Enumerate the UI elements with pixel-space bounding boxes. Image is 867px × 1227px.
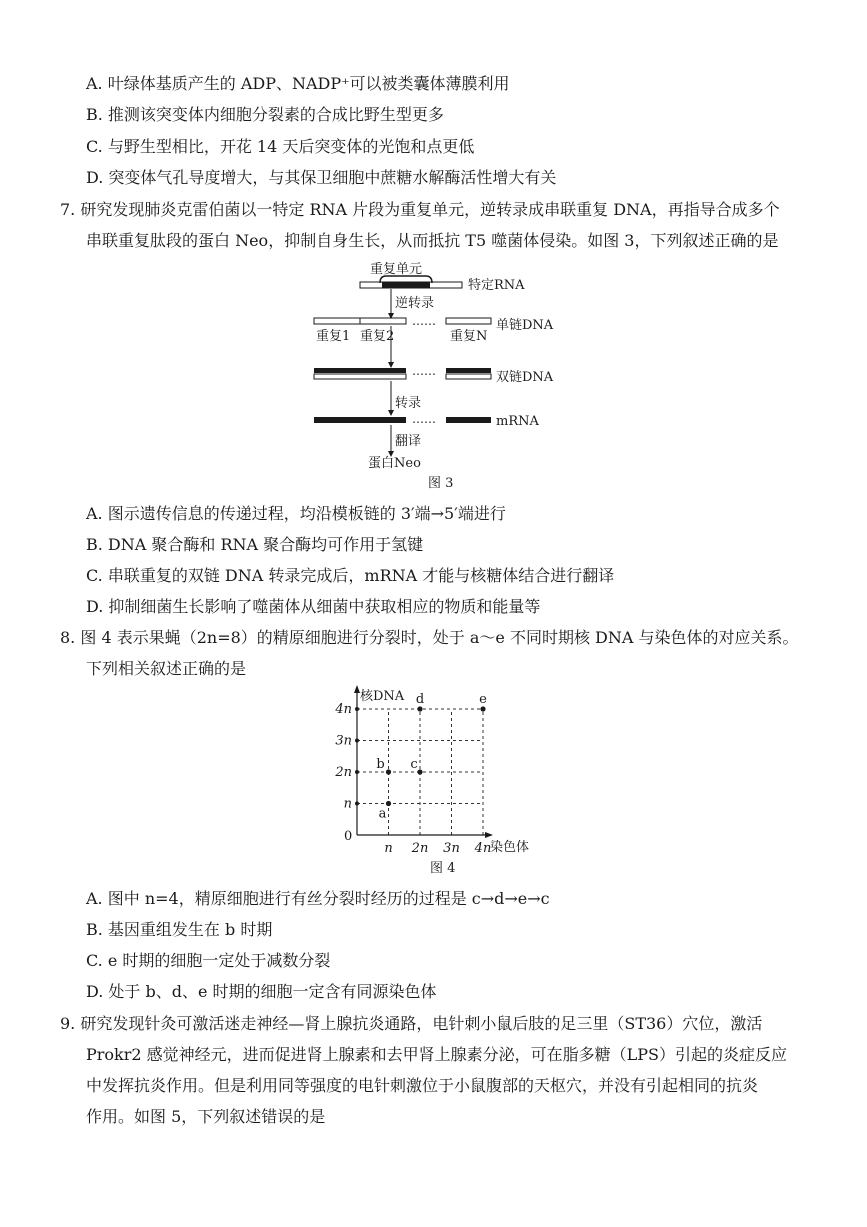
data-point-e: [480, 706, 485, 711]
arrowhead-icon: [388, 362, 394, 368]
y-tick-mark: [355, 739, 359, 743]
figure-3-diagram: [300, 255, 580, 495]
protein-neo-label: 蛋白Neo: [368, 456, 421, 471]
figure-4-chart: [330, 683, 540, 878]
reverse-transcription-label: 逆转录: [395, 296, 435, 311]
arrowhead-icon: [388, 410, 394, 416]
figure-3-caption: 图 3: [428, 476, 454, 491]
q8-option-c: C. e 时期的细胞一定处于减数分裂: [86, 951, 331, 970]
origin-label: 0: [344, 829, 353, 844]
ssdna-dots: ……: [412, 314, 436, 328]
translation-label: 翻译: [395, 434, 422, 449]
y-tick-label: 3n: [335, 733, 352, 749]
transcription-label: 转录: [395, 396, 422, 411]
ssdna-repeat-2: [360, 318, 406, 324]
mrna-strand-n: [446, 417, 491, 423]
data-point-c: [417, 769, 422, 774]
q7-option-d: D. 抑制细菌生长影响了噬菌体从细菌中获取相应的物质和能量等: [86, 597, 541, 616]
x-tick-label: n: [384, 841, 393, 856]
y-tick-label: n: [343, 796, 352, 812]
q6-option-d: D. 突变体气孔导度增大，与其保卫细胞中蔗糖水解酶活性增大有关: [86, 168, 557, 187]
dsdna-strand-2: [314, 374, 406, 379]
x-tick-label: 3n: [443, 841, 460, 856]
repeat-2-label: 重复2: [360, 329, 395, 344]
q7-stem-line1: 7. 研究发现肺炎克雷伯菌以一特定 RNA 片段为重复单元，逆转录成串联重复 DNA，再指导合成多个: [60, 200, 780, 219]
mrna-label: mRNA: [496, 414, 539, 429]
data-point-label-c: c: [410, 757, 418, 772]
y-tick-mark: [355, 802, 359, 806]
dsdna-strand-1: [314, 368, 406, 373]
specific-rna-label: 特定RNA: [468, 278, 525, 293]
q7-option-b: B. DNA 聚合酶和 RNA 聚合酶均可作用于氢键: [86, 535, 424, 554]
x-axis-title: 染色体: [490, 840, 530, 855]
x-tick-label: 2n: [411, 841, 429, 856]
q8-stem-line1: 8. 图 4 表示果蝇（2n=8）的精原细胞进行分裂时，处于 a～e 不同时期核 DNA 与染色体的对应关系。: [60, 628, 799, 647]
q7-option-c: C. 串联重复的双链 DNA 转录完成后，mRNA 才能与核糖体结合进行翻译: [86, 566, 615, 585]
data-point-label-e: e: [479, 692, 487, 707]
q9-line1: 9. 研究发现针灸可激活迷走神经—肾上腺抗炎通路，电针刺小鼠后肢的足三里（ST36）穴位，激活: [60, 1014, 763, 1033]
mrna-strand: [314, 417, 406, 423]
q9-line4: 作用。如图 5，下列叙述错误的是: [86, 1107, 326, 1126]
data-point-b: [386, 769, 391, 774]
x-axis-arrow-icon: [485, 832, 493, 838]
q8-stem-line2: 下列相关叙述正确的是: [86, 659, 247, 678]
data-point-label-d: d: [415, 692, 425, 707]
y-tick-mark: [355, 770, 359, 774]
q9-line3: 中发挥抗炎作用。但是利用同等强度的电针刺激位于小鼠腹部的天枢穴，并没有引起相同的抗炎: [86, 1076, 759, 1095]
q6-option-c: C. 与野生型相比，开花 14 天后突变体的光饱和点更低: [86, 137, 475, 156]
data-point-label-b: b: [376, 757, 385, 772]
ssdna-repeat-1: [314, 318, 360, 324]
y-tick-label: 4n: [335, 702, 352, 717]
q8-option-b: B. 基因重组发生在 b 时期: [86, 920, 273, 939]
repeat-unit-segment: [382, 282, 430, 288]
mrna-dots: ……: [412, 412, 436, 426]
q9-line2: Prokr2 感觉神经元，进而促进肾上腺素和去甲肾上腺素分泌，可在脂多糖（LPS）引起的炎症反应: [86, 1045, 788, 1064]
data-point-a: [386, 801, 391, 806]
y-axis-title: 核DNA: [360, 689, 405, 704]
dsdna-n-strand-1: [446, 368, 491, 373]
repeat-1-label: 重复1: [316, 329, 351, 344]
data-point-d: [417, 706, 422, 711]
data-point-label-a: a: [378, 806, 387, 822]
q8-option-a: A. 图中 n=4，精原细胞进行有丝分裂时经历的过程是 c→d→e→c: [86, 889, 550, 908]
q8-option-d: D. 处于 b、d、e 时期的细胞一定含有同源染色体: [86, 982, 437, 1001]
y-tick-label: 2n: [335, 765, 352, 780]
y-tick-mark: [355, 707, 359, 711]
ssdna-repeat-n: [446, 318, 491, 324]
q7-stem-line2: 串联重复肽段的蛋白 Neo，抑制自身生长，从而抵抗 T5 噬菌体侵染。如图 3，下列叙述正确的是: [86, 231, 779, 250]
q6-option-a: A. 叶绿体基质产生的 ADP、NADP⁺可以被类囊体薄膜利用: [86, 74, 510, 93]
figure-4-caption: 图 4: [430, 861, 456, 876]
repeat-unit-label: 重复单元: [370, 262, 423, 277]
repeat-n-label: 重复N: [450, 329, 488, 344]
dsdna-dots: ……: [412, 364, 436, 378]
q6-option-b: B. 推测该突变体内细胞分裂素的合成比野生型更多: [86, 105, 444, 124]
dsdna-label: 双链DNA: [496, 370, 554, 385]
dsdna-n-strand-2: [446, 374, 491, 379]
x-tick-label: 4n: [474, 841, 492, 856]
ssdna-label: 单链DNA: [496, 318, 554, 333]
q7-option-a: A. 图示遗传信息的传递过程，均沿模板链的 3′端→5′端进行: [86, 504, 506, 523]
